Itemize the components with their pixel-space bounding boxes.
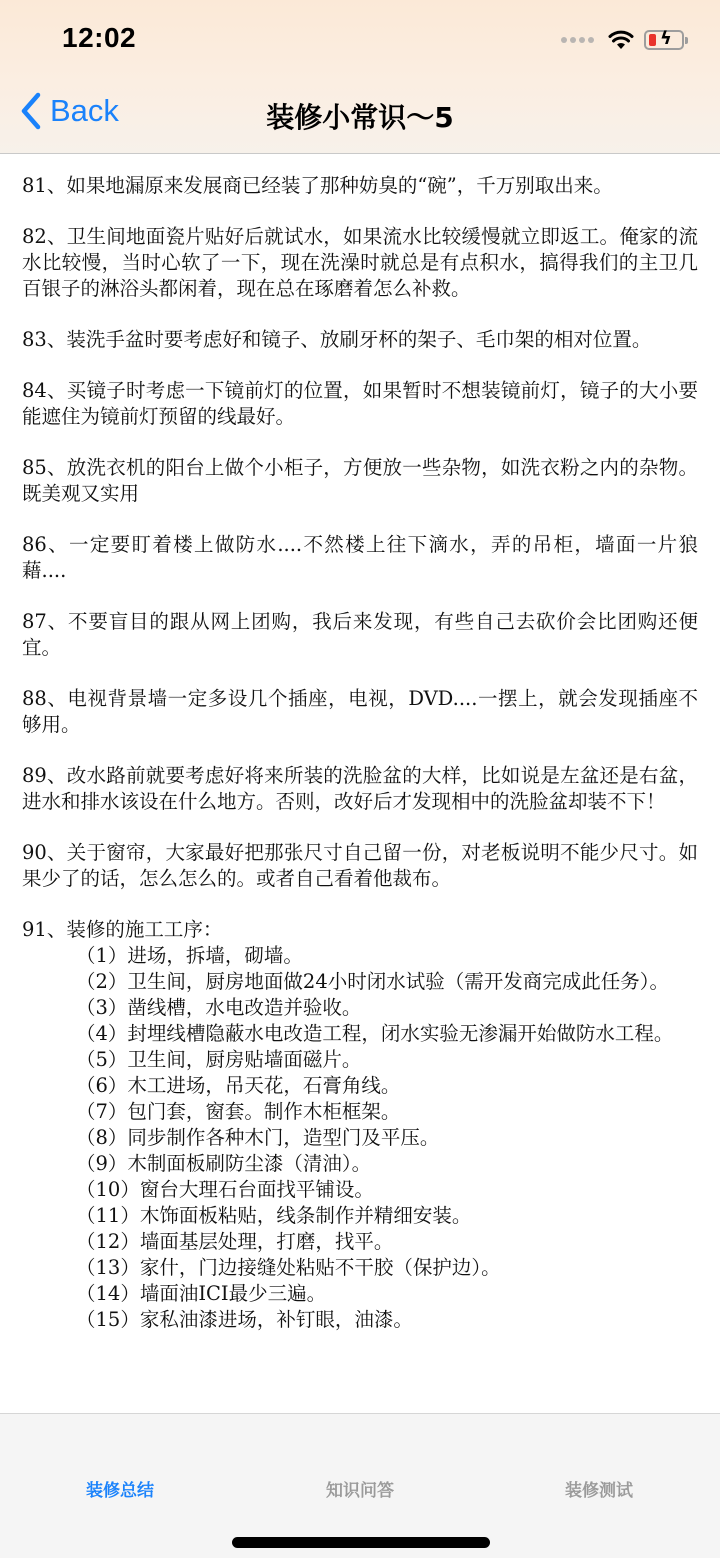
tip-item-87: 87、不要盲目的跟从网上团购，我后来发现，有些自己去砍价会比团购还便宜。	[22, 610, 698, 659]
tip-item-83: 83、装洗手盆时要考虑好和镜子、放刷牙杯的架子、毛巾架的相对位置。	[22, 328, 652, 351]
tip-item-91-heading: 91、装修的施工工序：	[22, 918, 223, 941]
status-icons	[561, 26, 684, 54]
battery-level	[649, 34, 656, 46]
step-item: （8）同步制作各种木门，造型门及平压。	[76, 1126, 440, 1149]
step-item: （15）家私油漆进场，补钉眼，油漆。	[76, 1308, 413, 1331]
charging-bolt-icon: ϟ	[660, 28, 672, 49]
top-bar	[0, 0, 720, 154]
step-item: （10）窗台大理石台面找平铺设。	[76, 1178, 374, 1201]
tip-item-81: 81、如果地漏原来发展商已经装了那种妨臭的“碗”，千万别取出来。	[22, 174, 613, 197]
home-indicator[interactable]	[232, 1537, 490, 1548]
battery-charging-icon	[644, 30, 684, 50]
step-item: （6）木工进场，吊天花，石膏角线。	[76, 1074, 401, 1097]
tip-item-88: 88、电视背景墙一定多设几个插座，电视，DVD....一摆上，就会发现插座不够用。	[22, 687, 698, 736]
step-item: （11）木饰面板粘贴，线条制作并精细安装。	[76, 1204, 472, 1227]
step-item: （14）墙面油ICI最少三遍。	[76, 1282, 327, 1305]
step-item: （5）卫生间，厨房贴墙面磁片。	[76, 1048, 362, 1071]
tip-item-91	[22, 917, 698, 1333]
tip-item-82: 82、卫生间地面瓷片贴好后就试水，如果流水比较缓慢就立即返工。俺家的流水比较慢，当时心软了一下，现在洗澡时就总是有点积水，搞得我们的主卫几百银子的淋浴头都闲着，现在总在琢磨着怎么补救。	[22, 225, 698, 300]
signal-dots-icon	[561, 37, 594, 43]
page-title: 装修小常识～5	[266, 101, 454, 134]
article-content[interactable]	[0, 155, 720, 1413]
tip-item-85: 85、放洗衣机的阳台上做个小柜子，方便放一些杂物，如洗衣粉之内的杂物。既美观又实用	[22, 456, 698, 505]
tip-item-89: 89、改水路前就要考虑好将来所装的洗脸盆的大样，比如说是左盆还是右盆，进水和排水该设在什么地方。否则，改好后才发现相中的洗脸盆却装不下！	[22, 764, 698, 813]
tab-decoration-test[interactable]: 装修测试	[565, 1481, 633, 1501]
step-item: （7）包门套，窗套。制作木柜框架。	[76, 1100, 401, 1123]
step-item: （12）墙面基层处理，打磨，找平。	[76, 1230, 394, 1253]
wifi-icon	[608, 30, 634, 50]
step-item: （13）家什，门边接缝处粘贴不干胶（保护边）。	[76, 1256, 501, 1279]
tab-decoration-summary[interactable]: 装修总结	[86, 1481, 154, 1501]
tip-item-86: 86、一定要盯着楼上做防水....不然楼上往下滴水，弄的吊柜，墙面一片狼藉....	[22, 533, 698, 582]
tip-item-90: 90、关于窗帘，大家最好把那张尺寸自己留一份，对老板说明不能少尺寸。如果少了的话，怎么怎么的。或者自己看着他裁布。	[22, 841, 698, 890]
back-label: Back	[50, 93, 119, 128]
tab-bar	[0, 1413, 720, 1558]
step-item: （3）凿线槽，水电改造并验收。	[76, 996, 362, 1019]
status-time: 12:02	[62, 22, 137, 53]
tab-knowledge-qa[interactable]: 知识问答	[326, 1481, 394, 1501]
step-item: （9）木制面板刷防尘漆（清油）。	[76, 1152, 372, 1175]
tip-item-84: 84、买镜子时考虑一下镜前灯的位置，如果暂时不想装镜前灯，镜子的大小要能遮住为镜前灯预留的线最好。	[22, 379, 698, 428]
step-item: （1）进场，拆墙，砌墙。	[76, 944, 303, 967]
step-item: （2）卫生间，厨房地面做24小时闭水试验（需开发商完成此任务）。	[76, 970, 669, 993]
step-item: （4）封埋线槽隐蔽水电改造工程，闭水实验无渗漏开始做防水工程。	[76, 1022, 674, 1045]
